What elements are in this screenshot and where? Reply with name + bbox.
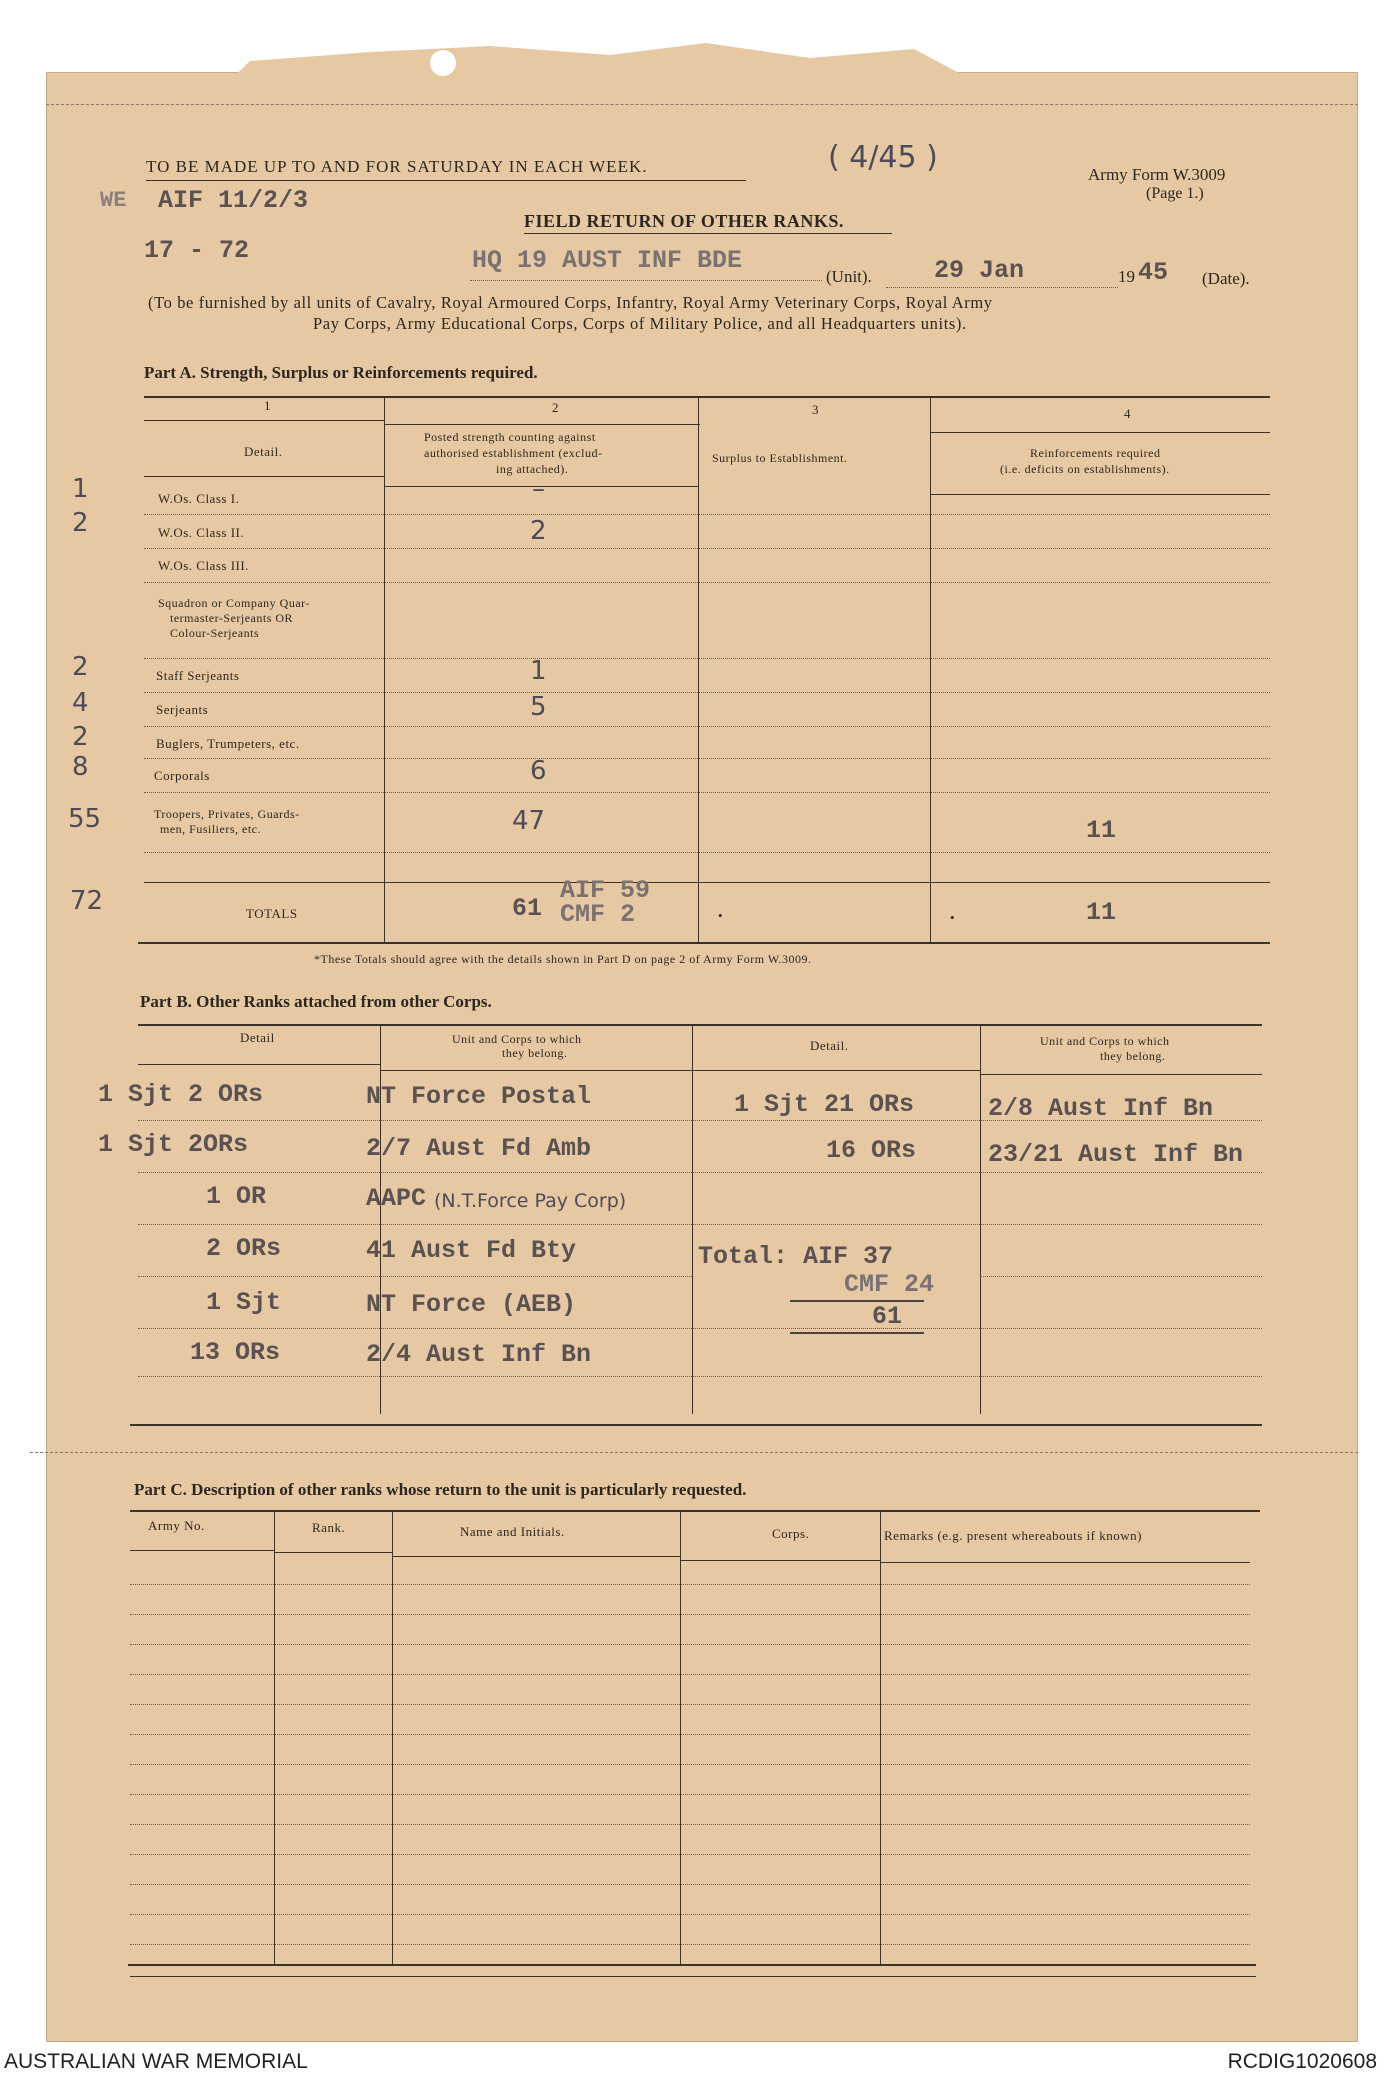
row-detail: Buglers, Trumpeters, etc. — [156, 736, 300, 751]
part-b-row-separator — [138, 1376, 1262, 1377]
posted-header-2: authorised establishment (exclud- — [424, 446, 603, 460]
attached-unit-right: 2/8 Aust Inf Bn — [988, 1094, 1214, 1123]
part-a-col-divider-1 — [384, 396, 385, 944]
margin-count: 2 — [72, 722, 89, 752]
row-separator — [144, 726, 1270, 727]
part-c-row-line — [130, 1644, 1250, 1645]
part-c-row-line — [130, 1854, 1250, 1855]
row-reinforcements: 11 — [1086, 816, 1117, 845]
part-b-top-rule — [138, 1024, 1262, 1026]
part-c-row-line — [130, 1704, 1250, 1705]
margin-count: 55 — [68, 804, 102, 834]
part-b-header-rule — [692, 1070, 980, 1071]
corps-header: Corps. — [772, 1526, 810, 1541]
torn-top-edge — [210, 40, 1010, 100]
part-b-unit-header-2: they belong. — [502, 1046, 568, 1060]
header-underline — [146, 180, 746, 181]
attached-detail: 1 Sjt 2 ORs — [98, 1080, 264, 1109]
totals-aif: AIF 59 — [560, 876, 651, 905]
row-detail-line2: men, Fusiliers, etc. — [160, 822, 261, 836]
perforation-top — [46, 104, 1358, 105]
col-number-1: 1 — [264, 398, 271, 413]
date-label: (Date). — [1202, 269, 1250, 288]
part-b-header-rule — [980, 1074, 1262, 1075]
part-c-row-line — [130, 1824, 1250, 1825]
attached-detail: 2 ORs — [206, 1234, 282, 1263]
part-c-col-divider — [880, 1510, 881, 1964]
unit-value: HQ 19 AUST INF BDE — [472, 246, 743, 275]
attached-unit: NT Force (AEB) — [366, 1290, 577, 1319]
totals-footnote: *These Totals should agree with the details shown in Part D on page 2 of Army Form W.3009. — [314, 952, 812, 966]
part-b-row-separator — [138, 1328, 1262, 1329]
reference-number: ( 4/45 ) — [828, 140, 938, 175]
part-c-row-line — [130, 1674, 1250, 1675]
date-value: 29 Jan — [934, 256, 1025, 285]
row-separator — [144, 758, 1270, 759]
perforation-middle — [30, 1452, 1358, 1453]
attached-total-cmf: CMF 24 — [844, 1270, 935, 1299]
instructions-line-1: (To be furnished by all units of Cavalry, Royal Armoured Corps, Infantry, Royal Army Veterinary Corps, Royal Army — [148, 293, 993, 312]
reinf-header-rule — [930, 494, 1270, 495]
row-posted: 47 — [512, 806, 546, 836]
part-c-header-rule — [130, 1550, 274, 1551]
part-b-col-divider-3 — [980, 1024, 981, 1414]
row-separator — [144, 548, 1270, 549]
archive-id: RCDIG1020608 — [1227, 2050, 1377, 2073]
part-c-row-line — [130, 1584, 1250, 1585]
part-b-unit-header-1: Unit and Corps to which — [452, 1032, 582, 1046]
row-detail-line1: Squadron or Company Quar- — [158, 596, 310, 610]
attached-detail: 1 Sjt 2ORs — [98, 1130, 249, 1159]
row-posted: 2 — [530, 516, 547, 546]
part-b-header-rule — [138, 1064, 380, 1065]
part-b-title: Part B. Other Ranks attached from other Corps. — [140, 992, 492, 1011]
unit-label: (Unit). — [826, 267, 872, 286]
margin-count: 1 — [72, 474, 89, 504]
part-b-detail2-header: Detail. — [810, 1038, 849, 1053]
totals-label: TOTALS — [246, 906, 298, 921]
part-c-col-divider — [680, 1510, 681, 1964]
row-detail-line3: Colour-Serjeants — [170, 626, 260, 640]
part-b-row-separator — [138, 1276, 692, 1277]
army-form-number: Army Form W.3009 — [1088, 165, 1226, 184]
total-double-underline — [790, 1332, 924, 1334]
totals-surplus-mark: • — [718, 908, 724, 923]
attached-unit: AAPC — [366, 1184, 427, 1213]
archive-credit: AUSTRALIAN WAR MEMORIAL — [4, 2050, 308, 2073]
totals-posted: 61 — [512, 894, 543, 923]
posted-header-3: ing attached). — [496, 462, 569, 476]
row-detail: W.Os. Class III. — [158, 558, 249, 573]
col-number-4: 4 — [1124, 406, 1131, 421]
attached-total-label: Total: AIF 37 — [698, 1242, 894, 1271]
row-separator — [144, 692, 1270, 693]
col2-number-rule — [384, 424, 700, 425]
part-b-header-rule — [380, 1070, 692, 1071]
part-c-header-rule — [274, 1552, 392, 1553]
year-prefix: 19 — [1118, 267, 1135, 286]
totals-reinforcements: 11 — [1086, 898, 1117, 927]
file-reference: AIF 11/2/3 — [158, 186, 309, 215]
col-number-2: 2 — [552, 400, 559, 415]
part-b-row-separator — [138, 1224, 1262, 1225]
total-underline — [790, 1300, 924, 1302]
detail-header-rule — [144, 476, 384, 477]
attached-detail-right: 1 Sjt 21 ORs — [734, 1090, 915, 1119]
part-c-row-line — [130, 1794, 1250, 1795]
attached-detail: 1 Sjt — [206, 1288, 282, 1317]
row-detail: Staff Serjeants — [156, 668, 240, 683]
part-b-row-separator — [138, 1120, 1262, 1121]
row-separator — [144, 514, 1270, 515]
part-c-top-rule — [130, 1510, 1260, 1512]
reinf-header-2: (i.e. deficits on establishments). — [1000, 462, 1170, 476]
row-detail-line2: termaster-Serjeants OR — [170, 611, 294, 625]
reinf-header-1: Reinforcements required — [1030, 446, 1161, 460]
part-c-row-line — [130, 1614, 1250, 1615]
row-detail: Serjeants — [156, 702, 209, 717]
instructions-line-2: Pay Corps, Army Educational Corps, Corps of Military Police, and all Headquarters units). — [313, 314, 967, 333]
made-up-instruction: TO BE MADE UP TO AND FOR SATURDAY IN EACH WEEK. — [146, 157, 648, 176]
part-c-row-line — [130, 1884, 1250, 1885]
part-c-col-divider — [274, 1510, 275, 1964]
part-c-title: Part C. Description of other ranks whose return to the unit is particularly requested. — [134, 1480, 747, 1499]
attached-detail-right: 16 ORs — [826, 1136, 917, 1165]
totals-margin: 72 — [70, 886, 104, 916]
row-separator — [144, 792, 1270, 793]
we-stamp: WE — [100, 188, 127, 213]
row-detail: Corporals — [154, 768, 210, 783]
detail-header: Detail. — [244, 444, 283, 459]
rank-header: Rank. — [312, 1520, 346, 1535]
part-c-row-line — [130, 1944, 1250, 1945]
part-a-bottom-rule — [138, 942, 1270, 944]
posted-header-1: Posted strength counting against — [424, 430, 596, 444]
totals-top-rule — [144, 882, 1270, 883]
row-posted: 6 — [530, 756, 547, 786]
form-title: FIELD RETURN OF OTHER RANKS. — [524, 211, 844, 231]
margin-count: 2 — [72, 652, 89, 682]
part-b-bottom-rule — [130, 1424, 1262, 1426]
army-no-header: Army No. — [148, 1518, 205, 1533]
name-header: Name and Initials. — [460, 1524, 565, 1539]
surplus-header: Surplus to Establishment. — [712, 451, 848, 465]
attached-total-sum: 61 — [872, 1302, 903, 1331]
attached-detail: 13 ORs — [190, 1338, 281, 1367]
part-b-unit2-header-2: they belong. — [1100, 1049, 1166, 1063]
part-a-col-divider-3 — [930, 396, 931, 944]
col-number-3: 3 — [812, 402, 819, 417]
col4-number-rule — [930, 432, 1270, 433]
part-c-header-rule — [392, 1556, 680, 1557]
punch-hole — [430, 50, 456, 76]
col1-number-rule — [144, 420, 384, 421]
margin-count: 8 — [72, 752, 89, 782]
part-c-row-line — [130, 1764, 1250, 1765]
margin-count: 4 — [72, 688, 89, 718]
part-b-row-separator — [980, 1276, 1262, 1277]
part-b-unit2-header-1: Unit and Corps to which — [1040, 1034, 1170, 1048]
count-mark: 17 - 72 — [144, 236, 250, 265]
row-posted: 5 — [530, 692, 547, 722]
unit-dotted-line — [470, 280, 822, 281]
attached-unit: 2/4 Aust Inf Bn — [366, 1340, 592, 1369]
part-b-row-separator — [138, 1172, 1262, 1173]
date-dotted-line — [886, 287, 1118, 288]
attached-unit: 2/7 Aust Fd Amb — [366, 1134, 592, 1163]
year-suffix: 45 — [1138, 258, 1169, 287]
row-separator — [144, 582, 1270, 583]
attached-unit-right: 23/21 Aust Inf Bn — [988, 1140, 1244, 1169]
part-c-header-rule — [680, 1560, 880, 1561]
remarks-header: Remarks (e.g. present whereabouts if known) — [884, 1528, 1142, 1543]
totals-reinf-mark: • — [950, 910, 956, 925]
totals-cmf: CMF 2 — [560, 900, 636, 929]
page-number: (Page 1.) — [1146, 185, 1204, 202]
attached-detail: 1 OR — [206, 1182, 267, 1211]
part-c-row-line — [130, 1914, 1250, 1915]
row-detail: W.Os. Class II. — [158, 525, 245, 540]
row-detail-line1: Troopers, Privates, Guards- — [154, 807, 300, 821]
part-c-header-rule — [880, 1562, 1250, 1563]
attached-unit-note: (N.T.Force Pay Corp) — [434, 1190, 627, 1212]
row-detail: W.Os. Class I. — [158, 491, 240, 506]
part-c-bottom-rule-2 — [130, 1976, 1256, 1977]
part-a-col-divider-2 — [698, 396, 699, 944]
attached-unit: 41 Aust Fd Bty — [366, 1236, 577, 1265]
part-c-col-divider — [392, 1510, 393, 1964]
part-b-col-divider-2 — [692, 1024, 693, 1414]
part-c-bottom-rule — [128, 1964, 1256, 1966]
part-a-title: Part A. Strength, Surplus or Reinforcements required. — [144, 363, 538, 382]
row-posted: – — [532, 474, 545, 504]
part-a-top-rule — [144, 396, 1270, 398]
part-b-detail-header: Detail — [240, 1030, 275, 1045]
row-separator — [144, 852, 1270, 853]
attached-unit: NT Force Postal — [366, 1082, 592, 1111]
title-underline — [524, 233, 892, 234]
margin-count: 2 — [72, 508, 89, 538]
part-c-row-line — [130, 1734, 1250, 1735]
row-posted: 1 — [530, 656, 547, 686]
row-separator — [144, 658, 1270, 659]
